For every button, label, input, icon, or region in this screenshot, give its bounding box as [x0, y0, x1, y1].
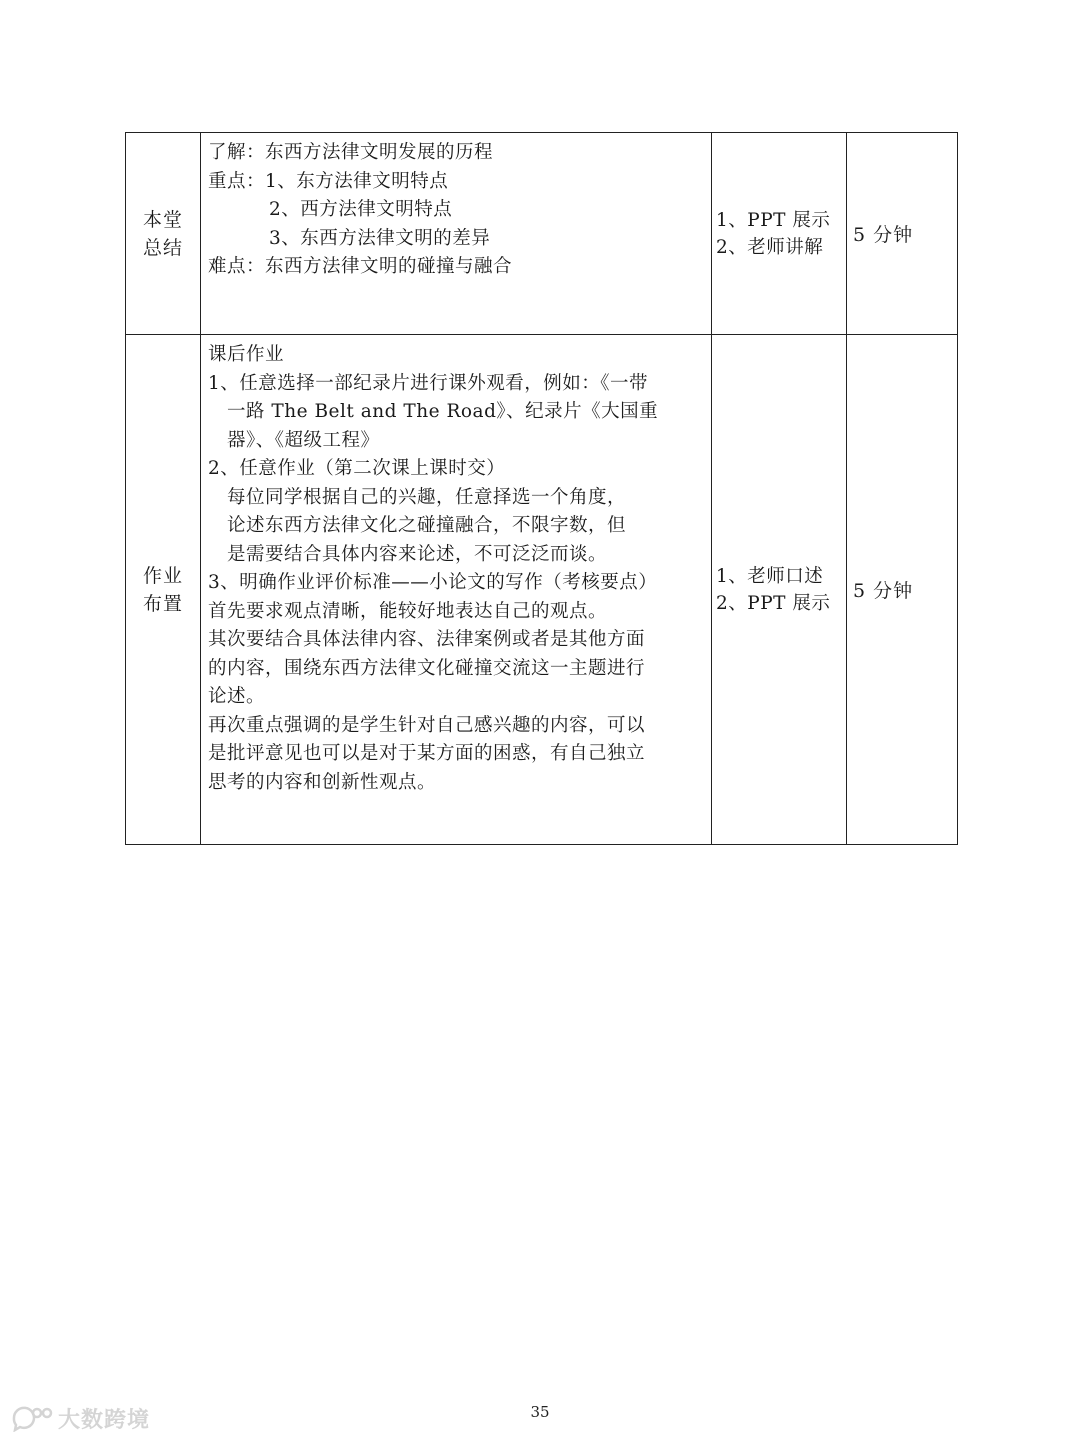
- homework-item2-line3: 论述东西方法律文化之碰撞融合，不限字数，但: [227, 515, 627, 536]
- summary-method-2: 2、老师讲解: [716, 236, 824, 258]
- summary-method-1: 1、PPT 展示: [716, 209, 831, 231]
- homework-item1-line2: 一路 The Belt and The Road》、纪录片《大国重: [227, 401, 659, 422]
- homework-time-cell: 5 分钟: [847, 335, 958, 845]
- summary-key-point-1: 重点：1、东方法律文明特点: [208, 170, 449, 192]
- homework-item3-line2: 首先要求观点清晰，能较好地表达自己的观点。: [208, 600, 608, 622]
- homework-heading: 课后作业: [208, 344, 285, 365]
- homework-item2-line1: 2、任意作业（第二次课上课时交）: [208, 458, 506, 479]
- homework-label-cell: [126, 335, 201, 845]
- summary-label-line2: 总结: [142, 236, 183, 259]
- summary-row: [126, 133, 958, 335]
- summary-time-cell: 5 分钟: [847, 133, 958, 335]
- homework-item2-line2: 每位同学根据自己的兴趣，任意择选一个角度，: [227, 486, 627, 508]
- page-number: 35: [530, 1403, 550, 1421]
- summary-label-line1: 本堂: [142, 208, 183, 231]
- homework-item1-line1: 1、任意选择一部纪录片进行课外观看，例如：《一带: [208, 372, 649, 394]
- summary-key-point-3: 3、东西方法律文明的差异: [269, 227, 491, 249]
- homework-method-1: 1、老师口述: [716, 565, 824, 587]
- summary-key-point-2: 2、西方法律文明特点: [269, 199, 453, 220]
- homework-label-line2: 布置: [142, 592, 183, 615]
- homework-item3-line6: 再次重点强调的是学生针对自己感兴趣的内容，可以: [208, 714, 646, 736]
- summary-understand-line: 了解：东西方法律文明发展的历程: [208, 142, 494, 163]
- summary-label-cell: [126, 133, 201, 335]
- summary-difficulty-line: 难点：东西方法律文明的碰撞与融合: [208, 256, 513, 277]
- lesson-plan-table: [125, 132, 958, 845]
- homework-method-cell: [712, 335, 847, 845]
- homework-item3-line3: 其次要结合具体法律内容、法律案例或者是其他方面: [208, 629, 646, 650]
- homework-item3-line4: 的内容，围绕东西方法律文化碰撞交流这一主题进行: [208, 657, 646, 679]
- homework-label-line1: 作业: [142, 564, 183, 587]
- homework-item3-line5: 论述。: [208, 686, 266, 707]
- homework-item3-line7: 是批评意见也可以是对于某方面的困惑，有自己独立: [208, 743, 646, 764]
- homework-item1-line3: 器》、《超级工程》: [227, 429, 380, 451]
- homework-item3-line1: 3、明确作业评价标准——小论文的写作（考核要点）: [208, 572, 658, 593]
- homework-item3-line8: 思考的内容和创新性观点。: [208, 771, 437, 793]
- homework-method-2: 2、PPT 展示: [716, 592, 831, 614]
- summary-content-cell: [201, 133, 712, 335]
- homework-item2-line4: 是需要结合具体内容来论述，不可泛泛而谈。: [227, 543, 608, 565]
- summary-method-cell: [712, 133, 847, 335]
- homework-content-cell: [201, 335, 712, 845]
- homework-row: [126, 335, 958, 845]
- watermark-text: 大数跨境: [58, 1407, 151, 1433]
